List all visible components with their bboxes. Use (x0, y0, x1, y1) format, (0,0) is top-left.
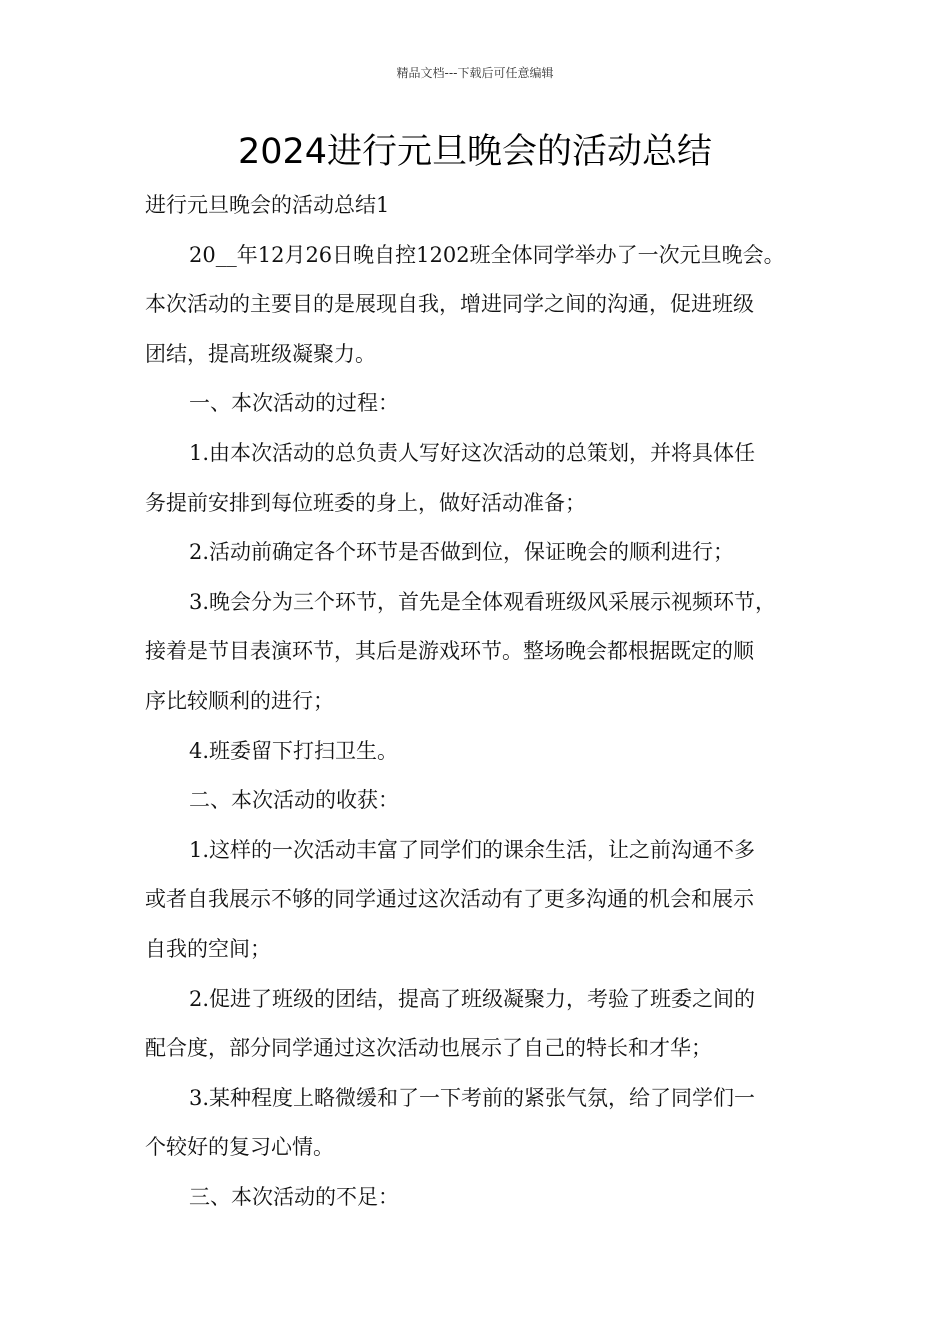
paragraph-line: 个较好的复习心情。 (145, 1135, 334, 1160)
paragraph-line: 3.晚会分为三个环节，首先是全体观看班级风采展示视频环节， (189, 589, 777, 614)
header-note: 精品文档---下载后可任意编辑 (396, 66, 554, 80)
paragraph-line: 4.班委留下打扫卫生。 (189, 738, 399, 763)
section-heading: 三、本次活动的不足： (189, 1184, 399, 1209)
paragraph-line: 配合度，部分同学通过这次活动也展示了自己的特长和才华； (145, 1036, 712, 1061)
paragraph-line: 团结，提高班级凝聚力。 (145, 341, 376, 366)
paragraph-line: 1.由本次活动的总负责人写好这次活动的总策划，并将具体任 (189, 440, 756, 465)
paragraph-line: 2.活动前确定各个环节是否做到位，保证晚会的顺利进行； (189, 540, 735, 565)
paragraph-line: 序比较顺利的进行； (145, 688, 334, 713)
paragraph-line: 3.某种程度上略微缓和了一下考前的紧张气氛，给了同学们一 (189, 1085, 756, 1110)
paragraph-line: 自我的空间； (145, 936, 271, 961)
paragraph-line: 或者自我展示不够的同学通过这次活动有了更多沟通的机会和展示 (145, 887, 754, 912)
paragraph-line: 本次活动的主要目的是展现自我，增进同学之间的沟通，促进班级 (145, 292, 754, 317)
paragraph-line: 2.促进了班级的团结，提高了班级凝聚力，考验了班委之间的 (189, 986, 756, 1011)
document-body (145, 181, 835, 1222)
section-subtitle: 进行元旦晚会的活动总结1 (145, 193, 390, 217)
section-heading: 一、本次活动的过程： (189, 391, 399, 416)
document-title: 2024进行元旦晚会的活动总结 (237, 132, 713, 172)
paragraph-line: 20__年12月26日晚自控1202班全体同学举办了一次元旦晚会。 (189, 242, 785, 267)
paragraph-line: 1.这样的一次活动丰富了同学们的课余生活，让之前沟通不多 (189, 837, 756, 862)
section-heading: 二、本次活动的收获： (189, 788, 399, 813)
paragraph-line: 务提前安排到每位班委的身上，做好活动准备； (145, 490, 586, 515)
paragraph-line: 接着是节目表演环节，其后是游戏环节。整场晚会都根据既定的顺 (145, 639, 754, 664)
